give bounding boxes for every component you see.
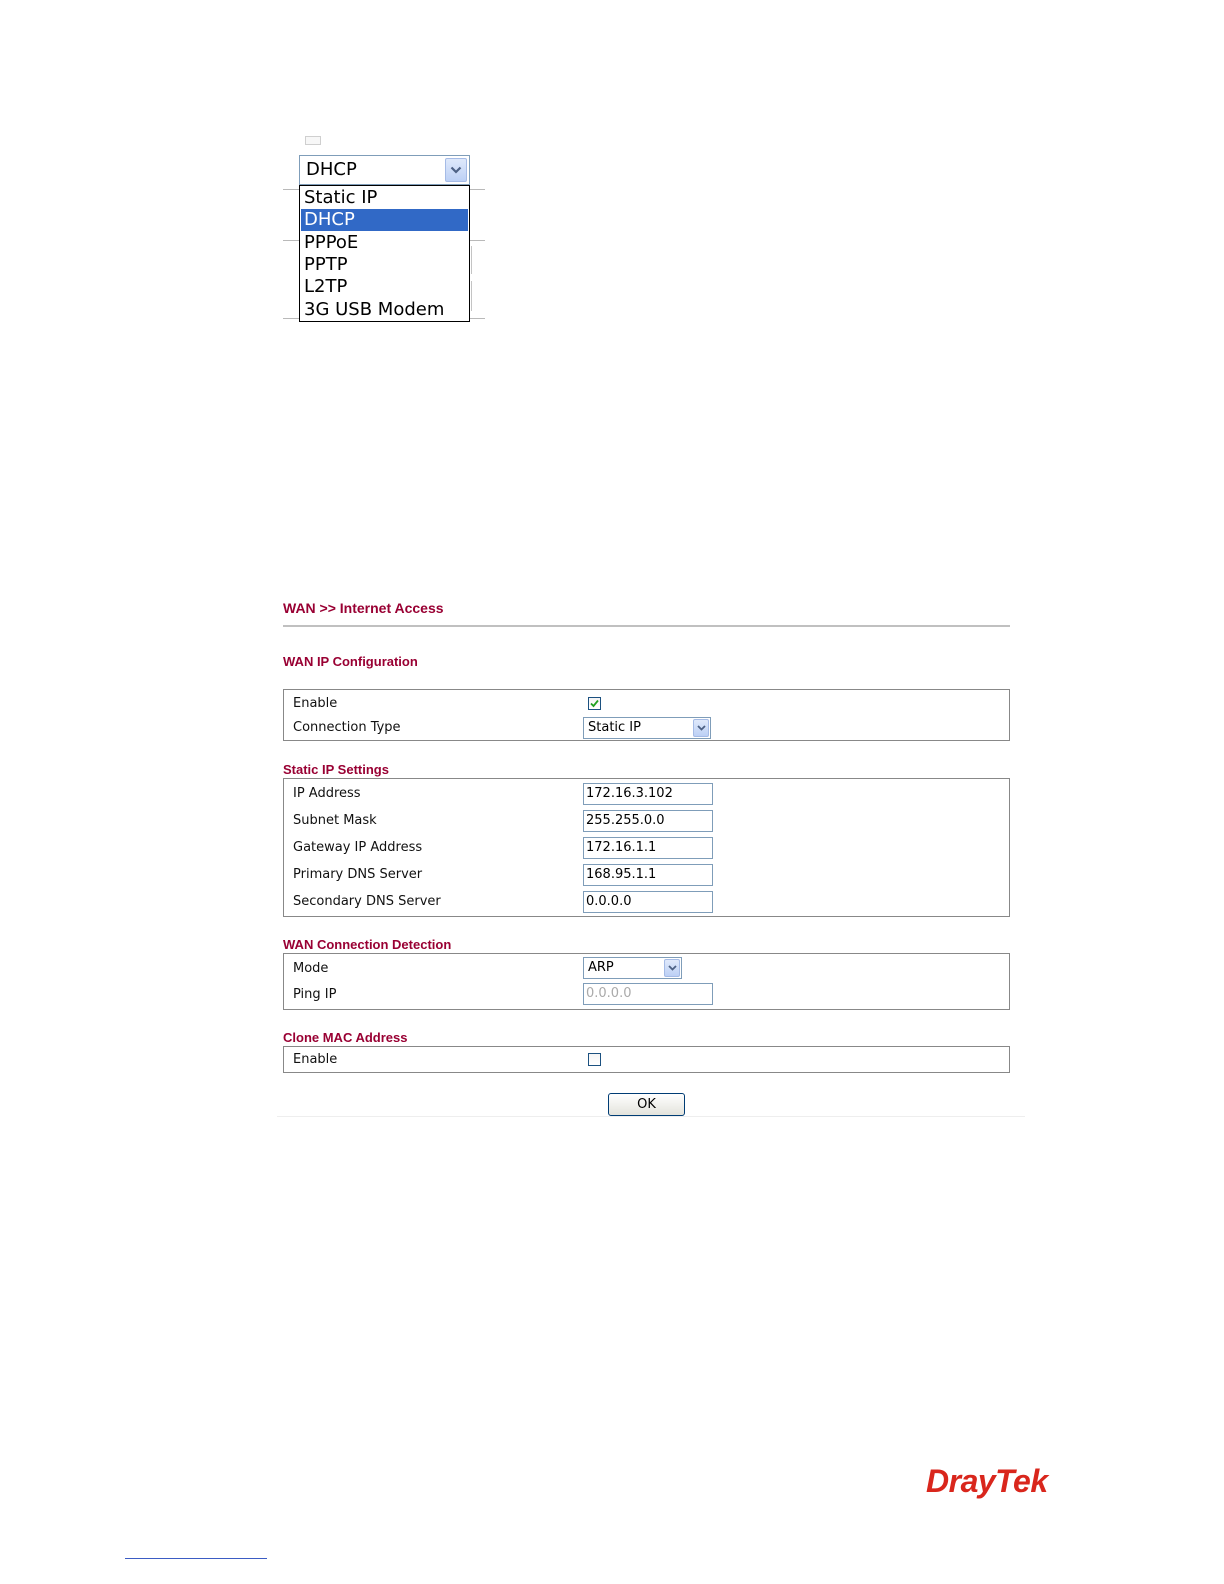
divider xyxy=(283,625,1010,627)
section-title-clone-mac: Clone MAC Address xyxy=(283,1030,408,1045)
dropdown-option[interactable]: 3G USB Modem xyxy=(304,299,445,320)
section-title-detection: WAN Connection Detection xyxy=(283,937,452,952)
gateway-ip-input[interactable]: 172.16.1.1 xyxy=(583,837,713,859)
page-title: WAN >> Internet Access xyxy=(283,600,444,616)
divider xyxy=(470,240,485,241)
mode-label: Mode xyxy=(293,961,329,976)
ping-ip-input[interactable]: 0.0.0.0 xyxy=(583,983,713,1005)
primary-dns-label: Primary DNS Server xyxy=(293,867,423,882)
enable-label: Enable xyxy=(293,696,338,711)
divider xyxy=(283,240,299,241)
static-ip-settings-box xyxy=(283,778,1010,917)
connection-type-select[interactable] xyxy=(583,717,711,739)
divider xyxy=(471,281,472,311)
connection-detection-box xyxy=(283,953,1010,1010)
connection-type-dropdown[interactable] xyxy=(299,155,470,185)
chevron-down-icon[interactable] xyxy=(664,959,680,977)
footer-rule xyxy=(125,1558,267,1559)
chevron-down-icon[interactable] xyxy=(445,158,467,182)
primary-dns-input[interactable]: 168.95.1.1 xyxy=(583,864,713,886)
subnet-mask-input[interactable]: 255.255.0.0 xyxy=(583,810,713,832)
divider xyxy=(283,189,299,190)
ok-button[interactable]: OK xyxy=(608,1093,685,1116)
divider xyxy=(470,318,485,319)
divider xyxy=(277,1116,1025,1117)
dropdown-option[interactable]: PPTP xyxy=(304,254,348,275)
chevron-down-icon[interactable] xyxy=(693,719,709,737)
mode-select[interactable] xyxy=(583,957,682,979)
wan-ip-config-box xyxy=(283,689,1010,741)
dropdown-option-highlighted[interactable]: DHCP xyxy=(301,209,468,231)
connection-type-value: Static IP xyxy=(588,720,641,735)
secondary-dns-label: Secondary DNS Server xyxy=(293,894,441,909)
ip-address-label: IP Address xyxy=(293,786,361,801)
connection-type-label: Connection Type xyxy=(293,720,401,735)
clone-mac-box xyxy=(283,1046,1010,1073)
mode-value: ARP xyxy=(588,960,614,975)
clone-mac-checkbox[interactable] xyxy=(588,1053,601,1066)
small-image-icon xyxy=(305,136,321,145)
enable-checkbox[interactable] xyxy=(588,697,601,710)
divider xyxy=(470,189,485,190)
ping-ip-label: Ping IP xyxy=(293,987,337,1002)
subnet-mask-label: Subnet Mask xyxy=(293,813,377,828)
gateway-ip-label: Gateway IP Address xyxy=(293,840,423,855)
dropdown-option[interactable]: Static IP xyxy=(304,187,378,208)
draytek-logo: DrayTek xyxy=(926,1463,1048,1499)
divider xyxy=(283,318,299,319)
clone-mac-enable-label: Enable xyxy=(293,1052,338,1067)
dropdown-option[interactable]: PPPoE xyxy=(304,232,359,253)
dropdown-selected-value: DHCP xyxy=(306,159,357,180)
dropdown-options-list xyxy=(299,185,470,322)
checkmark-icon xyxy=(589,698,600,709)
section-title-wan-ip: WAN IP Configuration xyxy=(283,654,418,669)
section-title-static-ip: Static IP Settings xyxy=(283,762,389,777)
divider xyxy=(471,246,472,274)
secondary-dns-input[interactable]: 0.0.0.0 xyxy=(583,891,713,913)
dropdown-option[interactable]: L2TP xyxy=(304,276,348,297)
ip-address-input[interactable]: 172.16.3.102 xyxy=(583,783,713,805)
